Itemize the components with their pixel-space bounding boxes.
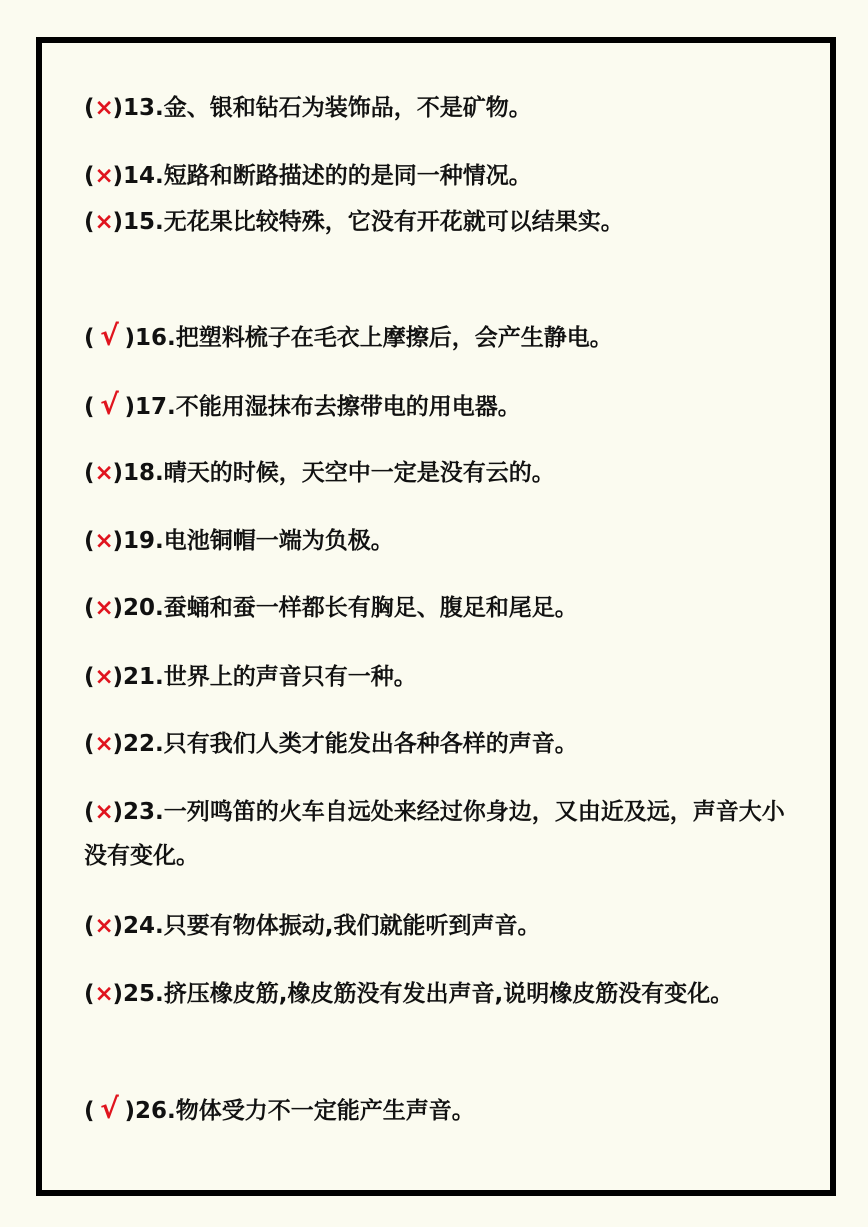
open-paren: ( [84, 595, 95, 621]
item-text: )25.挤压橡皮筋,橡皮筋没有发出声音,说明橡皮筋没有变化。 [112, 981, 734, 1007]
list-item [84, 314, 794, 360]
open-paren: ( [84, 528, 95, 554]
list-item [84, 790, 794, 878]
list-item [84, 904, 794, 948]
list-item [84, 519, 794, 563]
open-paren: ( [84, 394, 95, 420]
item-text: )15.无花果比较特殊，它没有开花就可以结果实。 [112, 209, 624, 235]
wrong-mark-icon: × [94, 209, 114, 235]
item-text: )21.世界上的声音只有一种。 [112, 664, 417, 690]
list-item [84, 86, 794, 130]
open-paren: ( [84, 731, 95, 757]
wrong-mark-icon: × [94, 799, 114, 825]
wrong-mark-icon: × [94, 163, 114, 189]
open-paren: ( [84, 981, 95, 1007]
check-mark-icon: √ [100, 319, 119, 352]
item-text: )20.蚕蛹和蚕一样都长有胸足、腹足和尾足。 [112, 595, 578, 621]
list-item [84, 655, 794, 699]
open-paren: ( [84, 163, 95, 189]
list-item [84, 200, 794, 244]
item-text: )24.只要有物体振动,我们就能听到声音。 [112, 913, 541, 939]
open-paren: ( [84, 95, 95, 121]
item-text: )26.物体受力不一定能产生声音。 [124, 1098, 475, 1124]
check-mark-icon: √ [100, 1092, 119, 1125]
list-item [84, 972, 794, 1016]
list-item [84, 154, 794, 198]
open-paren: ( [84, 799, 95, 825]
wrong-mark-icon: × [94, 731, 114, 757]
list-item [84, 722, 794, 766]
list-item [84, 586, 794, 630]
list-item [84, 1087, 794, 1133]
wrong-mark-icon: × [94, 664, 114, 690]
wrong-mark-icon: × [94, 528, 114, 554]
open-paren: ( [84, 913, 95, 939]
wrong-mark-icon: × [94, 913, 114, 939]
wrong-mark-icon: × [94, 460, 114, 486]
wrong-mark-icon: × [94, 95, 114, 121]
check-mark-icon: √ [100, 388, 119, 421]
item-text: )13.金、银和钻石为装饰品，不是矿物。 [112, 95, 532, 121]
item-text: )16.把塑料梳子在毛衣上摩擦后，会产生静电。 [124, 325, 613, 351]
item-text: )14.短路和断路描述的的是同一种情况。 [112, 163, 532, 189]
wrong-mark-icon: × [94, 595, 114, 621]
item-text: )17.不能用湿抹布去擦带电的用电器。 [124, 394, 521, 420]
list-item [84, 451, 794, 495]
item-text: )23.一列鸣笛的火车自远处来经过你身边，又由近及远，声音大小没有变化。 [84, 799, 785, 869]
wrong-mark-icon: × [94, 981, 114, 1007]
item-text: )18.晴天的时候，天空中一定是没有云的。 [112, 460, 555, 486]
list-item [84, 383, 794, 429]
item-text: )22.只有我们人类才能发出各种各样的声音。 [112, 731, 578, 757]
open-paren: ( [84, 1098, 95, 1124]
item-text: )19.电池铜帽一端为负极。 [112, 528, 394, 554]
open-paren: ( [84, 460, 95, 486]
open-paren: ( [84, 209, 95, 235]
open-paren: ( [84, 325, 95, 351]
open-paren: ( [84, 664, 95, 690]
